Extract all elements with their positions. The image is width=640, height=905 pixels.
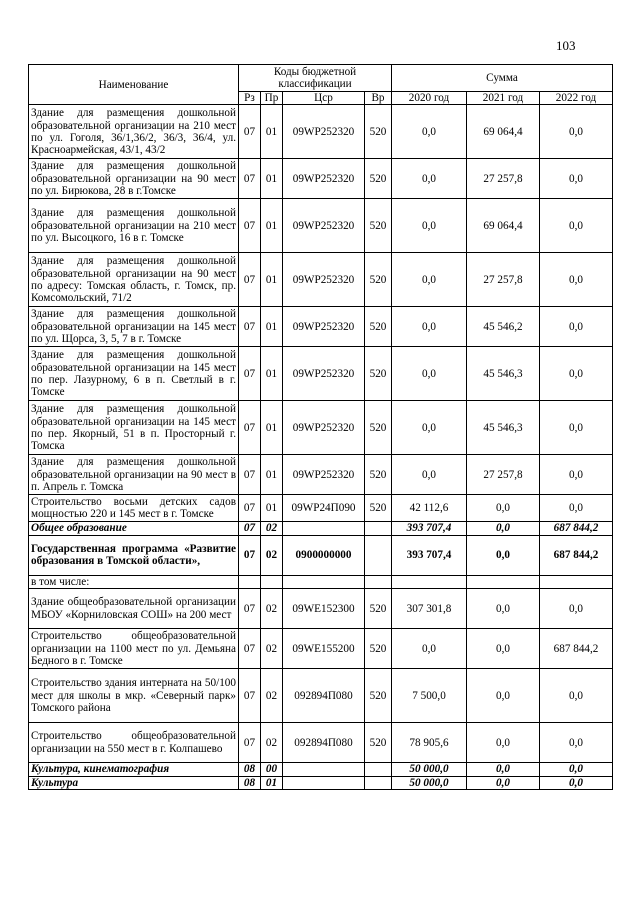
cell-y2022: 687 844,2 — [540, 535, 613, 575]
cell-pr: 01 — [261, 199, 283, 253]
header-rz: Рз — [239, 92, 261, 105]
cell-vr: 520 — [365, 629, 392, 669]
cell-rz: 07 — [239, 307, 261, 347]
cell-name: Строительство здания интерната на 50/100 мест для школы в мкр. «Северный парк» Томского района — [29, 669, 239, 723]
cell-y2022: 0,0 — [540, 307, 613, 347]
table-row — [29, 347, 613, 401]
cell-name: Строительство восьми детских садов мощностью 220 и 145 мест в г. Томске — [29, 495, 239, 522]
header-2020: 2020 год — [392, 92, 467, 105]
cell-y2022: 0,0 — [540, 669, 613, 723]
cell-pr: 01 — [261, 307, 283, 347]
cell-pr: 00 — [261, 763, 283, 776]
cell-y2021: 0,0 — [467, 776, 540, 789]
table-row — [29, 763, 613, 776]
cell-y2022: 0,0 — [540, 159, 613, 199]
cell-rz: 07 — [239, 105, 261, 159]
cell-y2020: 307 301,8 — [392, 589, 467, 629]
table-row — [29, 723, 613, 763]
cell-vr: 520 — [365, 159, 392, 199]
cell-y2021: 0,0 — [467, 589, 540, 629]
cell-vr: 520 — [365, 253, 392, 307]
cell-y2020: 393 707,4 — [392, 535, 467, 575]
cell-rz: 07 — [239, 159, 261, 199]
cell-y2021: 0,0 — [467, 723, 540, 763]
cell-name: Здание общеобразовательной организации МБОУ «Корниловская СОШ» на 200 мест — [29, 589, 239, 629]
cell-name: Культура — [29, 776, 239, 789]
cell-csr: 09WP252320 — [283, 401, 365, 455]
cell-y2021: 0,0 — [467, 629, 540, 669]
header-vr: Вр — [365, 92, 392, 105]
cell-csr: 0900000000 — [283, 535, 365, 575]
cell-y2020: 7 500,0 — [392, 669, 467, 723]
cell-y2022: 0,0 — [540, 253, 613, 307]
cell-vr: 520 — [365, 495, 392, 522]
cell-rz: 07 — [239, 669, 261, 723]
cell-rz: 07 — [239, 522, 261, 535]
cell-rz: 07 — [239, 589, 261, 629]
cell-pr: 01 — [261, 347, 283, 401]
cell-name: Общее образование — [29, 522, 239, 535]
table-row — [29, 669, 613, 723]
cell-y2021: 0,0 — [467, 669, 540, 723]
cell-name: Государственная программа «Развитие образования в Томской области», — [29, 535, 239, 575]
cell-rz: 07 — [239, 199, 261, 253]
cell-y2020: 0,0 — [392, 401, 467, 455]
page-number: 103 — [556, 38, 576, 53]
cell-pr: 02 — [261, 629, 283, 669]
cell-y2022: 0,0 — [540, 105, 613, 159]
cell-pr: 01 — [261, 455, 283, 495]
cell-y2021: 0,0 — [467, 495, 540, 522]
cell-vr — [365, 763, 392, 776]
cell-y2021: 0,0 — [467, 522, 540, 535]
cell-csr: 09WP252320 — [283, 307, 365, 347]
cell-y2020: 0,0 — [392, 105, 467, 159]
cell-vr: 520 — [365, 669, 392, 723]
table-row — [29, 495, 613, 522]
cell-name: Строительство общеобразовательной организации на 550 мест в г. Колпашево — [29, 723, 239, 763]
cell-y2020: 0,0 — [392, 199, 467, 253]
table-row — [29, 589, 613, 629]
cell-y2020: 0,0 — [392, 159, 467, 199]
cell-y2020: 0,0 — [392, 347, 467, 401]
table-body — [29, 105, 613, 790]
cell-csr: 09WP252320 — [283, 253, 365, 307]
cell-csr: 09WP252320 — [283, 347, 365, 401]
cell-y2020: 393 707,4 — [392, 522, 467, 535]
cell-rz: 07 — [239, 253, 261, 307]
cell-pr: 02 — [261, 522, 283, 535]
cell-vr: 520 — [365, 307, 392, 347]
cell-y2022 — [540, 575, 613, 588]
cell-name: Строительство общеобразовательной организации на 1100 мест по ул. Демьяна Бедного в г. Томске — [29, 629, 239, 669]
cell-y2022: 0,0 — [540, 723, 613, 763]
cell-csr: 092894П080 — [283, 669, 365, 723]
cell-csr: 09WP252320 — [283, 159, 365, 199]
cell-y2022: 0,0 — [540, 763, 613, 776]
cell-pr: 01 — [261, 401, 283, 455]
cell-y2022: 0,0 — [540, 199, 613, 253]
cell-csr — [283, 763, 365, 776]
table-row — [29, 307, 613, 347]
cell-y2020 — [392, 575, 467, 588]
cell-vr — [365, 575, 392, 588]
cell-name: Здание для размещения дошкольной образовательной организации на 145 мест по ул. Щорса, 3, 5, 7 в г. Томске — [29, 307, 239, 347]
cell-y2021: 27 257,8 — [467, 253, 540, 307]
cell-y2022: 687 844,2 — [540, 522, 613, 535]
header-2022: 2022 год — [540, 92, 613, 105]
cell-vr — [365, 776, 392, 789]
table-row — [29, 253, 613, 307]
cell-rz: 07 — [239, 723, 261, 763]
cell-csr — [283, 522, 365, 535]
cell-csr: 092894П080 — [283, 723, 365, 763]
cell-name: Здание для размещения дошкольной образовательной организации на 90 мест по адресу: Томская область, г. Томск, пр. Комсомольский, 71/2 — [29, 253, 239, 307]
table-row — [29, 199, 613, 253]
cell-pr: 02 — [261, 589, 283, 629]
cell-y2022: 0,0 — [540, 347, 613, 401]
table-row — [29, 105, 613, 159]
header-name: Наименование — [29, 65, 239, 105]
table-row — [29, 522, 613, 535]
cell-y2021: 27 257,8 — [467, 455, 540, 495]
cell-rz: 07 — [239, 629, 261, 669]
cell-y2021: 69 064,4 — [467, 199, 540, 253]
table-row — [29, 159, 613, 199]
cell-csr: 09WP252320 — [283, 105, 365, 159]
header-pr: Пр — [261, 92, 283, 105]
cell-rz: 08 — [239, 763, 261, 776]
cell-y2021: 45 546,2 — [467, 307, 540, 347]
cell-y2020: 78 905,6 — [392, 723, 467, 763]
cell-y2020: 0,0 — [392, 307, 467, 347]
header-csr: Цср — [283, 92, 365, 105]
cell-vr — [365, 522, 392, 535]
cell-vr: 520 — [365, 199, 392, 253]
cell-y2021: 45 546,3 — [467, 401, 540, 455]
cell-csr: 09WP24П090 — [283, 495, 365, 522]
cell-y2020: 0,0 — [392, 455, 467, 495]
cell-y2022: 687 844,2 — [540, 629, 613, 669]
cell-vr: 520 — [365, 589, 392, 629]
cell-rz: 07 — [239, 455, 261, 495]
cell-pr: 01 — [261, 776, 283, 789]
cell-csr: 09WP252320 — [283, 455, 365, 495]
cell-y2021: 27 257,8 — [467, 159, 540, 199]
cell-rz: 08 — [239, 776, 261, 789]
table-row — [29, 575, 613, 588]
header-sum: Сумма — [392, 65, 613, 92]
cell-y2020: 50 000,0 — [392, 763, 467, 776]
cell-y2021: 0,0 — [467, 763, 540, 776]
cell-csr — [283, 776, 365, 789]
cell-csr: 09WP252320 — [283, 199, 365, 253]
cell-name: Здание для размещения дошкольной образовательной организации на 210 мест по ул. Гоголя, 36/1,36/2, 36/3, 36/4, ул. Красноармейская, 43/1, 43/2 — [29, 105, 239, 159]
cell-pr — [261, 575, 283, 588]
cell-y2020: 0,0 — [392, 253, 467, 307]
table-row — [29, 401, 613, 455]
budget-table — [28, 64, 613, 790]
cell-rz: 07 — [239, 401, 261, 455]
cell-pr: 01 — [261, 253, 283, 307]
cell-name: Здание для размещения дошкольной образовательной организации на 90 мест в п. Апрель г. Томска — [29, 455, 239, 495]
cell-vr: 520 — [365, 347, 392, 401]
header-codes: Коды бюджетной классификации — [239, 65, 392, 92]
cell-name: Здание для размещения дошкольной образовательной организации на 90 мест по ул. Бирюкова, 28 в г.Томске — [29, 159, 239, 199]
cell-rz: 07 — [239, 535, 261, 575]
cell-vr: 520 — [365, 723, 392, 763]
cell-y2020: 0,0 — [392, 629, 467, 669]
cell-y2021: 45 546,3 — [467, 347, 540, 401]
cell-csr — [283, 575, 365, 588]
table-row — [29, 776, 613, 789]
cell-name: Здание для размещения дошкольной образовательной организации на 210 мест по ул. Высоцкого, 16 в г. Томске — [29, 199, 239, 253]
cell-y2022: 0,0 — [540, 401, 613, 455]
cell-csr: 09WE152300 — [283, 589, 365, 629]
cell-name: Культура, кинематография — [29, 763, 239, 776]
cell-pr: 01 — [261, 105, 283, 159]
cell-pr: 02 — [261, 535, 283, 575]
cell-vr: 520 — [365, 401, 392, 455]
cell-y2022: 0,0 — [540, 495, 613, 522]
cell-vr — [365, 535, 392, 575]
cell-rz: 07 — [239, 347, 261, 401]
cell-y2022: 0,0 — [540, 776, 613, 789]
cell-y2021: 69 064,4 — [467, 105, 540, 159]
cell-y2020: 42 112,6 — [392, 495, 467, 522]
header-2021: 2021 год — [467, 92, 540, 105]
cell-y2021: 0,0 — [467, 535, 540, 575]
cell-y2022: 0,0 — [540, 589, 613, 629]
cell-pr: 02 — [261, 669, 283, 723]
cell-pr: 01 — [261, 495, 283, 522]
cell-pr: 02 — [261, 723, 283, 763]
cell-rz: 07 — [239, 495, 261, 522]
cell-y2022: 0,0 — [540, 455, 613, 495]
cell-y2021 — [467, 575, 540, 588]
table-row — [29, 535, 613, 575]
table-row — [29, 629, 613, 669]
cell-name: Здание для размещения дошкольной образовательной организации на 145 мест по пер. Якорный, 51 в п. Просторный г. Томска — [29, 401, 239, 455]
cell-csr: 09WE155200 — [283, 629, 365, 669]
cell-y2020: 50 000,0 — [392, 776, 467, 789]
cell-vr: 520 — [365, 105, 392, 159]
cell-vr: 520 — [365, 455, 392, 495]
cell-rz — [239, 575, 261, 588]
cell-name: Здание для размещения дошкольной образовательной организации на 145 мест по пер. Лазурному, 6 в п. Светлый в г. Томске — [29, 347, 239, 401]
cell-name: в том числе: — [29, 575, 239, 588]
table-row — [29, 455, 613, 495]
cell-pr: 01 — [261, 159, 283, 199]
